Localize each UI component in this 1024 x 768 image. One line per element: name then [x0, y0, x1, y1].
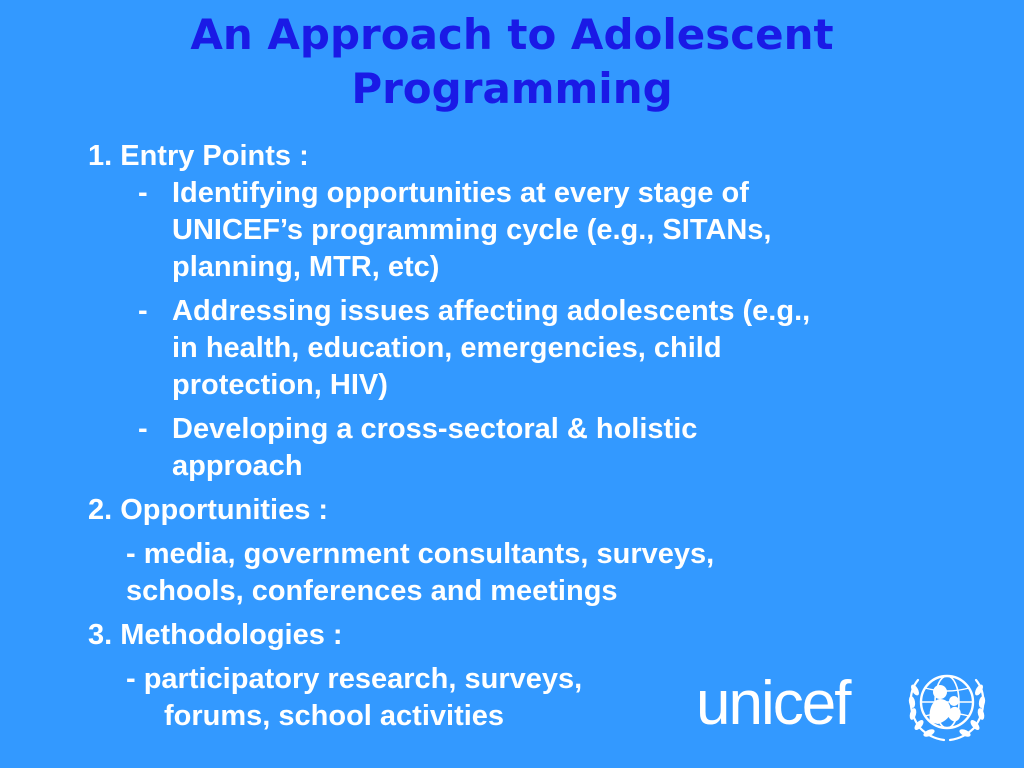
bullet-text-line: UNICEF’s programming cycle (e.g., SITANs,	[172, 214, 772, 246]
bullet-text-line: protection, HIV)	[172, 369, 388, 401]
list-item	[88, 175, 948, 286]
opportunities-line-2: schools, conferences and meetings	[126, 575, 618, 607]
bullet-text-line: approach	[172, 450, 303, 482]
section-methodologies-heading: 3. Methodologies :	[88, 619, 343, 651]
list-item	[88, 293, 948, 404]
bullet-text-line: Addressing issues affecting adolescents (e.g.,	[172, 295, 811, 327]
bullet-dash: -	[138, 295, 148, 327]
opportunities-text	[88, 536, 948, 610]
bullet-dash: -	[138, 177, 148, 209]
methodologies-line-2: forums, school activities	[164, 700, 505, 732]
title-line-2: Programming	[351, 64, 673, 113]
bullet-dash: -	[138, 413, 148, 445]
bullet-text-line: Developing a cross-sectoral & holistic	[172, 413, 698, 445]
unicef-emblem-icon	[904, 666, 990, 742]
bullet-text-line: planning, MTR, etc)	[172, 251, 440, 283]
opportunities-line-1: - media, government consultants, surveys,	[126, 538, 715, 570]
logo-wordmark: unicef	[696, 669, 850, 738]
slide-body	[88, 138, 948, 742]
unicef-logo	[696, 664, 996, 746]
section-opportunities-heading: 2. Opportunities :	[88, 494, 329, 526]
methodologies-line-1: - participatory research, surveys,	[126, 663, 583, 695]
bullet-text-line: Identifying opportunities at every stage of	[172, 177, 749, 209]
list-item	[88, 411, 948, 485]
entry-points-list	[88, 175, 948, 485]
bullet-text-line: in health, education, emergencies, child	[172, 332, 722, 364]
slide-title	[0, 8, 1024, 116]
title-line-1: An Approach to Adolescent	[190, 10, 834, 59]
section-entry-points-heading: 1. Entry Points :	[88, 140, 309, 172]
